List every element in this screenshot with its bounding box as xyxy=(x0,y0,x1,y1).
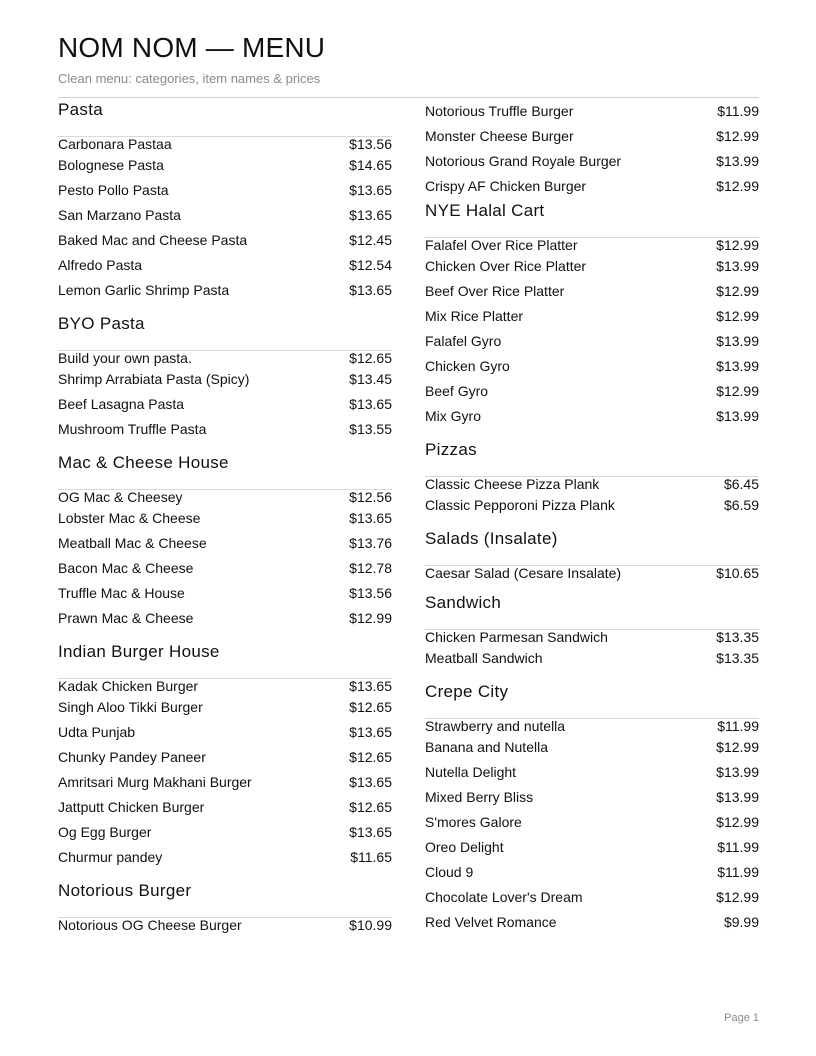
item-name: Pesto Pollo Pasta xyxy=(58,182,169,198)
item-price: $12.99 xyxy=(716,889,759,905)
item-name: Oreo Delight xyxy=(425,839,504,855)
item-name: Chicken Parmesan Sandwich xyxy=(425,629,608,645)
menu-item-row xyxy=(58,531,392,556)
menu-item-row xyxy=(58,203,392,228)
item-price: $12.65 xyxy=(349,799,392,815)
item-price: $11.99 xyxy=(717,102,759,119)
item-price: $11.65 xyxy=(350,849,392,865)
menu-item-row xyxy=(425,760,759,785)
menu-section-pizzas xyxy=(425,438,759,518)
item-price: $12.99 xyxy=(716,237,759,253)
menu-item-row xyxy=(58,820,392,845)
menu-section-pasta xyxy=(58,98,392,303)
item-price: $12.99 xyxy=(716,128,759,144)
item-price: $6.59 xyxy=(723,497,759,513)
section-title: Indian Burger House xyxy=(58,642,220,661)
menu-item-row xyxy=(58,606,392,631)
menu-item-row xyxy=(425,718,759,735)
menu-item-row xyxy=(425,329,759,354)
menu-item-row xyxy=(58,770,392,795)
item-name: Strawberry and nutella xyxy=(425,718,566,734)
item-price: $13.99 xyxy=(716,789,759,805)
menu-item-row xyxy=(58,350,392,367)
section-title: Crepe City xyxy=(425,682,509,701)
item-price: $12.65 xyxy=(349,699,392,715)
item-name: Cloud 9 xyxy=(425,864,474,880)
menu-item-row xyxy=(425,835,759,860)
item-price: $11.99 xyxy=(717,864,759,880)
menu-item-row xyxy=(425,149,759,174)
item-name: Prawn Mac & Cheese xyxy=(58,610,194,626)
item-price: $13.65 xyxy=(349,724,392,740)
item-price: $13.99 xyxy=(716,408,759,424)
menu-item-row xyxy=(58,178,392,203)
menu-item-row xyxy=(58,153,392,178)
page-subtitle: Clean menu: categories, item names & prices xyxy=(58,71,321,86)
item-name: Classic Pepporoni Pizza Plank xyxy=(425,497,615,513)
item-name: Lobster Mac & Cheese xyxy=(58,510,201,526)
item-name: Chunky Pandey Paneer xyxy=(58,749,206,765)
item-price: $13.65 xyxy=(349,396,392,412)
menu-section-salads-insalate xyxy=(425,527,759,582)
item-price: $13.99 xyxy=(716,764,759,780)
item-name: Udta Punjab xyxy=(58,724,136,740)
menu-item-row xyxy=(425,810,759,835)
item-name: San Marzano Pasta xyxy=(58,207,181,223)
item-price: $12.99 xyxy=(716,178,759,194)
item-price: $9.99 xyxy=(723,914,759,930)
item-name: Nutella Delight xyxy=(425,764,517,780)
item-name: Jattputt Chicken Burger xyxy=(58,799,205,815)
item-price: $13.65 xyxy=(349,678,392,694)
section-title: BYO Pasta xyxy=(58,314,145,333)
menu-item-row xyxy=(58,581,392,606)
section-title: NYE Halal Cart xyxy=(425,201,545,220)
menu-item-row xyxy=(58,367,392,392)
menu-item-row xyxy=(425,629,759,646)
item-price: $10.65 xyxy=(716,565,759,581)
menu-item-row xyxy=(425,304,759,329)
item-name: Caesar Salad (Cesare Insalate) xyxy=(425,565,622,581)
menu-item-row xyxy=(58,489,392,506)
item-name: Mix Gyro xyxy=(425,408,481,424)
item-price: $12.56 xyxy=(349,489,392,505)
item-name: Singh Aloo Tikki Burger xyxy=(58,699,203,715)
item-name: Og Egg Burger xyxy=(58,824,152,840)
section-title: Notorious Burger xyxy=(58,881,192,900)
item-price: $12.65 xyxy=(349,749,392,765)
continued-items xyxy=(425,98,759,199)
menu-item-row xyxy=(425,279,759,304)
item-price: $12.45 xyxy=(349,232,392,248)
item-price: $13.99 xyxy=(716,358,759,374)
menu-item-row xyxy=(58,392,392,417)
menu-item-row xyxy=(58,695,392,720)
menu-item-row xyxy=(58,917,392,934)
item-price: $13.55 xyxy=(349,421,392,437)
item-name: Notorious OG Cheese Burger xyxy=(58,917,242,933)
menu-item-row xyxy=(425,476,759,493)
menu-section-nye-halal-cart xyxy=(425,199,759,429)
menu-section-notorious-burger xyxy=(58,879,392,934)
menu-item-row xyxy=(425,735,759,760)
item-name: Mixed Berry Bliss xyxy=(425,789,534,805)
menu-item-row xyxy=(58,228,392,253)
item-name: Chicken Gyro xyxy=(425,358,510,374)
item-name: Build your own pasta. xyxy=(58,350,192,366)
menu-item-row xyxy=(58,845,392,870)
item-name: Shrimp Arrabiata Pasta (Spicy) xyxy=(58,371,250,387)
item-price: $11.99 xyxy=(717,718,759,734)
item-price: $13.65 xyxy=(349,824,392,840)
item-name: Crispy AF Chicken Burger xyxy=(425,178,587,194)
menu-section-byo-pasta xyxy=(58,312,392,442)
menu-item-row xyxy=(425,785,759,810)
item-price: $13.76 xyxy=(349,535,392,551)
item-name: Chocolate Lover's Dream xyxy=(425,889,583,905)
menu-section-mac-cheese-house xyxy=(58,451,392,631)
item-name: Red Velvet Romance xyxy=(425,914,557,930)
menu-item-row xyxy=(58,720,392,745)
item-price: $14.65 xyxy=(349,157,392,173)
item-price: $13.56 xyxy=(349,136,392,152)
menu-item-row xyxy=(425,98,759,124)
menu-item-row xyxy=(58,253,392,278)
menu-section-indian-burger-house xyxy=(58,640,392,870)
item-name: OG Mac & Cheesey xyxy=(58,489,183,505)
menu-item-row xyxy=(58,745,392,770)
menu-item-row xyxy=(425,885,759,910)
item-price: $13.99 xyxy=(716,333,759,349)
item-name: Alfredo Pasta xyxy=(58,257,143,273)
item-name: Falafel Over Rice Platter xyxy=(425,237,578,253)
section-title: Mac & Cheese House xyxy=(58,453,229,472)
item-price: $13.35 xyxy=(716,650,759,666)
menu-item-row xyxy=(58,506,392,531)
item-name: Truffle Mac & House xyxy=(58,585,185,601)
item-name: Beef Lasagna Pasta xyxy=(58,396,185,412)
item-name: Baked Mac and Cheese Pasta xyxy=(58,232,248,248)
item-name: Lemon Garlic Shrimp Pasta xyxy=(58,282,230,298)
item-name: S'mores Galore xyxy=(425,814,522,830)
menu-item-row xyxy=(58,417,392,442)
item-name: Kadak Chicken Burger xyxy=(58,678,199,694)
item-name: Amritsari Murg Makhani Burger xyxy=(58,774,252,790)
item-name: Mix Rice Platter xyxy=(425,308,524,324)
item-name: Classic Cheese Pizza Plank xyxy=(425,476,600,492)
item-price: $13.65 xyxy=(349,774,392,790)
section-title: Salads (Insalate) xyxy=(425,529,558,548)
menu-item-row xyxy=(425,646,759,671)
item-name: Meatball Mac & Cheese xyxy=(58,535,207,551)
menu-header xyxy=(58,30,759,88)
item-name: Mushroom Truffle Pasta xyxy=(58,421,207,437)
item-name: Banana and Nutella xyxy=(425,739,548,755)
menu-item-row xyxy=(425,254,759,279)
menu-section-crepe-city xyxy=(425,680,759,935)
page-number: Page 1 xyxy=(724,1012,759,1024)
item-name: Beef Over Rice Platter xyxy=(425,283,565,299)
item-price: $12.65 xyxy=(349,350,392,366)
menu-item-row xyxy=(58,678,392,695)
menu-section-sandwich xyxy=(425,591,759,671)
item-price: $12.99 xyxy=(716,739,759,755)
page-title: NOM NOM — MENU xyxy=(58,32,326,63)
item-name: Monster Cheese Burger xyxy=(425,128,574,144)
menu-item-row xyxy=(425,174,759,199)
menu-item-row xyxy=(425,124,759,149)
item-price: $12.99 xyxy=(349,610,392,626)
item-price: $13.65 xyxy=(349,182,392,198)
item-price: $13.99 xyxy=(716,153,759,169)
item-price: $13.56 xyxy=(349,585,392,601)
menu-item-row xyxy=(425,860,759,885)
menu-item-row xyxy=(425,379,759,404)
menu-item-row xyxy=(58,795,392,820)
item-price: $12.99 xyxy=(716,383,759,399)
item-price: $12.99 xyxy=(716,308,759,324)
item-price: $10.99 xyxy=(349,917,392,933)
item-price: $13.45 xyxy=(349,371,392,387)
menu-item-row xyxy=(58,136,392,153)
item-name: Chicken Over Rice Platter xyxy=(425,258,587,274)
menu-item-row xyxy=(425,404,759,429)
section-title: Pizzas xyxy=(425,440,477,459)
item-price: $13.35 xyxy=(716,629,759,645)
menu-column-right xyxy=(425,98,759,935)
item-price: $11.99 xyxy=(717,839,759,855)
menu-item-row xyxy=(58,556,392,581)
item-name: Beef Gyro xyxy=(425,383,489,399)
item-name: Notorious Truffle Burger xyxy=(425,102,574,119)
item-price: $12.99 xyxy=(716,283,759,299)
item-name: Churmur pandey xyxy=(58,849,163,865)
item-name: Falafel Gyro xyxy=(425,333,502,349)
item-name: Meatball Sandwich xyxy=(425,650,543,666)
section-title: Pasta xyxy=(58,100,103,119)
menu-item-row xyxy=(425,354,759,379)
item-name: Bacon Mac & Cheese xyxy=(58,560,194,576)
item-price: $13.65 xyxy=(349,282,392,298)
item-price: $12.99 xyxy=(716,814,759,830)
menu-column-left xyxy=(58,98,392,934)
item-name: Carbonara Pastaa xyxy=(58,136,172,152)
menu-item-row xyxy=(425,910,759,935)
item-price: $13.65 xyxy=(349,510,392,526)
item-price: $13.99 xyxy=(716,258,759,274)
menu-item-row xyxy=(425,237,759,254)
menu-item-row xyxy=(425,565,759,582)
item-name: Notorious Grand Royale Burger xyxy=(425,153,622,169)
item-price: $12.54 xyxy=(349,257,392,273)
menu-item-row xyxy=(425,493,759,518)
menu-item-row xyxy=(58,278,392,303)
item-price: $12.78 xyxy=(349,560,392,576)
item-name: Bolognese Pasta xyxy=(58,157,164,173)
item-price: $6.45 xyxy=(723,476,759,492)
item-price: $13.65 xyxy=(349,207,392,223)
section-title: Sandwich xyxy=(425,593,502,612)
